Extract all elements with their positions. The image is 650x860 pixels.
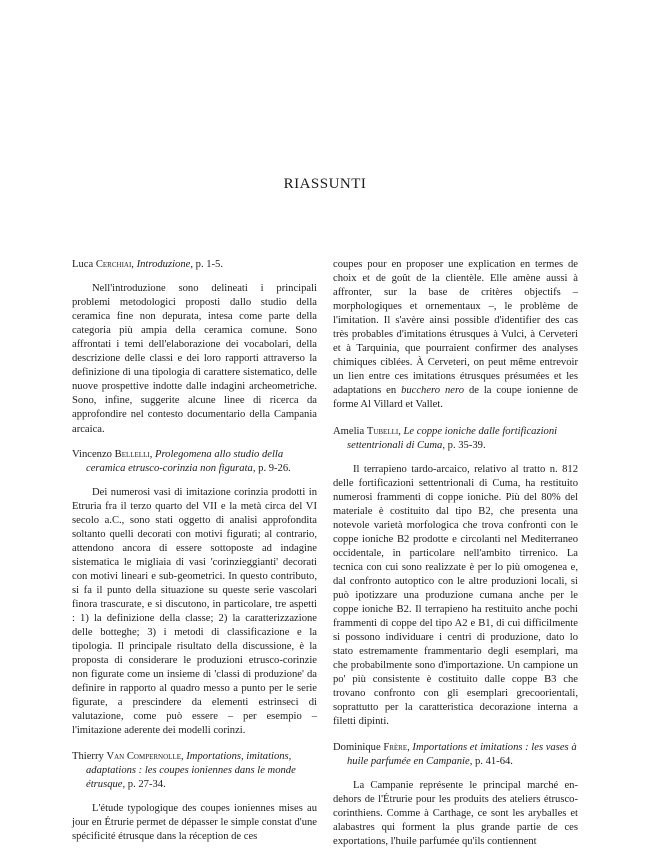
page-title: RIASSUNTI [283, 176, 367, 192]
entry-heading: Luca Cerchiai, Introduzione, p. 1-5. [72, 259, 224, 270]
entry-bellelli [72, 448, 317, 739]
entry-body-continued [333, 258, 578, 413]
author-first-name: Thierry [72, 750, 104, 762]
author-last-name: Cerchiai [95, 259, 132, 270]
page-range: , p. 9-26. [252, 462, 291, 474]
left-column [72, 258, 317, 855]
work-title: Importations, imitations, adaptations : les coupes ioniennes dans le monde étrusque [86, 750, 296, 790]
continued-italic-term: bucchero nero [401, 385, 465, 397]
page-range: , p. 41-64. [469, 755, 513, 767]
author-first-name: Dominique [333, 741, 381, 753]
page-range: , p. 27-34. [122, 778, 166, 790]
author-last-name: Frère [383, 741, 408, 753]
entry-body: Dei numerosi vasi di imitazione corinzia prodotti in Etruria fra il terzo quarto del VII e la metà circa del VI secolo a.C., sono stati oggetto di analisi approfondita soltanto quelli decorati con motivi figurati; al contrario, attendono ancora di essere sottoposte ad indagine sistematica le migliaia di vasi 'corinzieggianti' decorati con motivi lineari e sub-geometrici. In questo contributo, si fa il punto della situazione su queste serie vascolari finora trascurate, e si discutono, in particolare, tre aspetti : 1) la definizione della classe; 2) la caratterizzazione delle botteghe; 3) i metodi di classificazione e la tipologia. Il principale risultato della discussione, è la proposta di considerare le produzioni etrusco-corinzie non figurate come un insieme di 'classi di produzione' da definire in rapporto al quadro messo a punto per le serie figurate, a prescindere da elementi estrinseci di valutazione, come può essere – per esempio – l'imitazione aderente dei modelli corinzi. [72, 486, 317, 737]
entry-heading: Dominique Frère, Importations et imitations : les vases à huile parfumée en Campanie, p. 41-64. [333, 741, 577, 767]
author-last-name: Tubelli [366, 425, 399, 437]
author-first-name: Luca [72, 259, 94, 270]
entry-body: Il terrapieno tardo-arcaico, relativo al tratto n. 812 delle fortificazioni settentrionali di Cuma, ha restituito numerosi frammenti di coppe ioniche. Più del 80% del materiale è costituito dal tipo B2, che presenta una notevole varietà morfologica che trova confronti con le coppe ioniche B2 prodotte e circolanti nel Mediterraneo occidentale, in particolare nell'ambito tirrenico. La tecnica con cui sono realizzate è per lo più omogenea e, dal confronto autoptico con le altre produzioni locali, si può ipotizzare una produzione cumana anche per le coppe ioniche B2. Il terrapieno ha restituito anche pochi frammenti di coppe del tipo A2 e B1, di cui difficilmente si possono individuare i centri di produzione, dato lo stato estremamente frammentario degli esemplari, ma che probabilmente sono d'importazione. Un campione un po' più consistente è costituito dalle coppe B3 che trovano confronto con gli esemplari grecoorientali, soprattutto per la caratteristica decorazione interna a filetti dipinti. [333, 463, 578, 728]
entry-van-compernolle [72, 750, 317, 844]
entry-van-compernolle-continued [333, 258, 578, 413]
entry-tubelli [333, 425, 578, 730]
continued-text: coupes pour en proposer une explication en termes de choix et de goût de la clientèle. Elle amène aussi à affronter, sur la base de critères objectifs – morphologiques et ornementaux –, le problème de l'imitation. Il s'avère ainsi possible d'identifier des cas très probables d'imitations étrusques à Vulci, à Cerveteri et à Tarquinia, que pourraient confirmer des analyses chimiques ciblées. À Cerveteri, on peut même entrevoir un lien entre ces imitations étrusques présumées et les adaptations en [333, 259, 578, 397]
entry-frere [333, 741, 578, 849]
right-column [333, 258, 578, 860]
entry-cerchiai [72, 258, 317, 437]
continued-text-end: de la coupe ionienne de forme Al Villard et Vallet. [333, 385, 578, 411]
author-first-name: Amelia [333, 425, 365, 437]
work-title: Prolegomena allo studio della ceramica etrusco-corinzia non figurata [86, 448, 284, 474]
work-title: Importations et imitations : les vases à huile parfumée en Campanie [347, 741, 577, 767]
page-range: , p. 35-39. [442, 439, 486, 451]
entry-heading: Vincenzo Bellelli, Prolegomena allo studio della ceramica etrusco-corinzia non figurata, p. 9-26. [72, 448, 291, 474]
entry-body: Nell'introduzione sono delineati i principali problemi metodologici proposti dallo studio della ceramica fine non depurata, intesa come parte della categoria più ampia della ceramica comune. Sono affrontati i temi dell'elaborazione dei vocabolari, della descrizione delle classi e dei loro rapporti attraverso la definizione di una tipologia di carattere sistematico, delle nuove prospettive indotte dalle indagini archeometriche. Sono, infine, suggerite alcune linee di ricerca da approfondire nel contesto documentario della Campania arcaica. [72, 283, 317, 435]
entry-heading: Amelia Tubelli, Le coppe ioniche dalle fortificazioni settentrionali di Cuma, p. 35-39. [333, 425, 558, 451]
author-last-name: Van Compernolle [106, 750, 181, 762]
author-first-name: Vincenzo [72, 448, 112, 460]
entry-heading: Thierry Van Compernolle, Importations, imitations, adaptations : les coupes ioniennes dans le monde étrusque, p. 27-34. [72, 750, 296, 790]
entry-body: La Campanie représente le principal marché en-dehors de l'Étrurie pour les produits des ateliers étrusco-corinthiens. Comme à Carthage, ce sont les aryballes et alabastres qui forment la plus grande partie de ces exportations, l'huile parfumée qu'ils contiennent [333, 779, 578, 847]
entry-body: L'étude typologique des coupes ioniennes mises au jour en Étrurie permet de dépasser le simple constat d'une spécificité étrusque dans la réception de ces [72, 802, 317, 842]
work-title: Le coppe ioniche dalle fortificazioni settentrionali di Cuma [347, 425, 558, 451]
author-last-name: Bellelli [114, 448, 150, 460]
work-title: Introduzione [136, 259, 191, 270]
page-range: , p. 1-5. [190, 259, 224, 270]
